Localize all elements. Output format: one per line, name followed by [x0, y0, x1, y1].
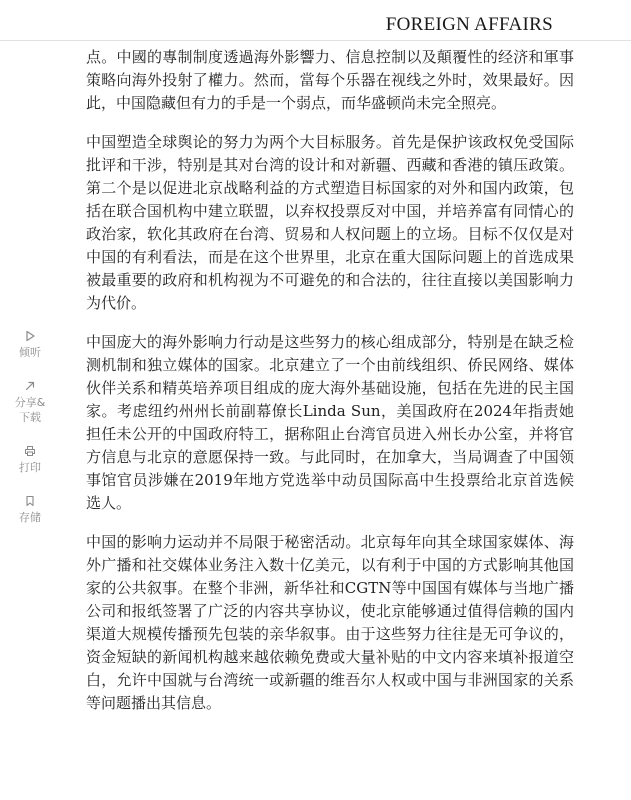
print-button[interactable]: [8, 445, 52, 475]
share-download-label: 分享& 下载: [14, 396, 46, 424]
top-bar: [0, 0, 631, 41]
save-button[interactable]: [8, 495, 52, 525]
play-icon: [24, 330, 36, 342]
brand-logo[interactable]: FOREIGN AFFAIRS: [385, 14, 553, 35]
article-paragraph: 点。中國的專制制度透過海外影響力、信息控制以及顛覆性的经济和軍事策略向海外投射了權力。然而，當每个乐器在视线之外时，效果最好。因此，中国隐藏但有力的手是一个弱点，而华盛顿尚未完全照亮。: [86, 48, 574, 112]
article-toolbar: [8, 330, 52, 545]
save-label: 存储: [19, 511, 41, 524]
listen-label: 倾听: [19, 346, 41, 359]
print-label: 打印: [19, 461, 41, 474]
share-download-button[interactable]: [8, 380, 52, 425]
share-arrow-icon: [24, 380, 36, 392]
article-paragraph: 中国的影响力运动并不局限于秘密活动。北京每年向其全球国家媒体、海外广播和社交媒体业务注入数十亿美元，以有利于中国的方式影响其他国家的公共叙事。在整个非洲，新华社和CGTN等中国国有媒体与当地广播公司和报纸签署了广泛的内容共享协议，使北京能够通过值得信赖的国内渠道大规模传播预先包装的亲华叙事。由于这些努力往往是无可争议的，资金短缺的新闻机构越来越依赖免费或大量补贴的中文内容来填补报道空白，允许中国就与台湾统一或新疆的维吾尔人权或中国与非洲国家的关系等问题播出其信息。: [86, 533, 574, 712]
article-paragraph: 中国塑造全球舆论的努力为两个大目标服务。首先是保护该政权免受国际批评和干涉，特别是其对台湾的设计和对新疆、西藏和香港的镇压政策。第二个是以促进北京战略利益的方式塑造目标国家的对外和国内政策，包括在联合国机构中建立联盟，以弃权投票反对中国，并培养富有同情心的政治家，软化其政府在台湾、贸易和人权问题上的立场。目标不仅仅是对中国的有利看法，而是在这个世界里，北京在重大国际问题上的首选成果被最重要的政府和机构视为不可避免的和合法的，往往直接以美国影响力为代价。: [86, 133, 574, 312]
article-body: [86, 46, 574, 731]
listen-button[interactable]: [8, 330, 52, 360]
printer-icon: [24, 445, 36, 457]
article-paragraph: 中国庞大的海外影响力行动是这些努力的核心组成部分，特别是在缺乏检测机制和独立媒体的国家。北京建立了一个由前线组织、侨民网络、媒体伙伴关系和精英培养项目组成的庞大海外基础设施，包括在先进的民主国家。考虑纽约州州长前副幕僚长Linda Sun，美国政府在2024年指责她担任未公开的中国政府特工，据称阻止台湾官员进入州长办公室，并将官方信息与北京的意愿保持一致。与此同时，在加拿大，当局调查了中国领事馆官员涉嫌在2019年地方党选举中动员国际高中生投票给北京首选候选人。: [86, 333, 574, 512]
bookmark-icon: [24, 495, 36, 507]
